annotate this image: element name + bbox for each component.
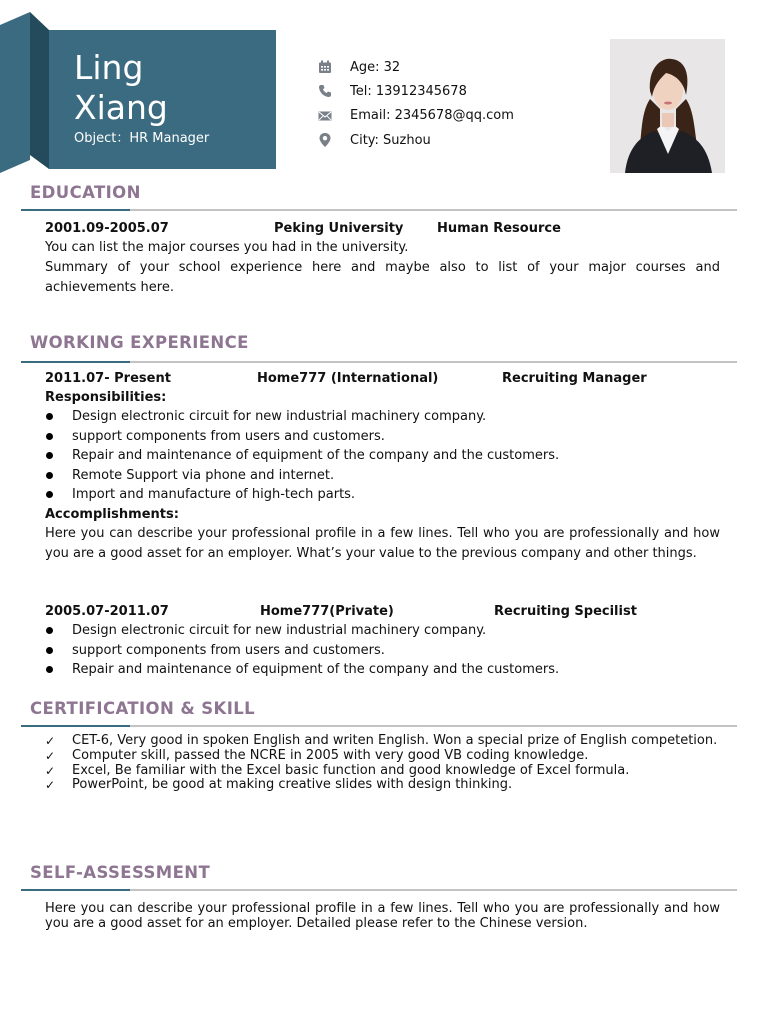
phone-icon <box>316 83 334 99</box>
list-item: ✓ CET-6, Very good in spoken English and writen English. Won a special prize of English competetion. <box>45 733 718 748</box>
skills-list <box>45 734 720 793</box>
info-email-text: Email: 2345678@qq.com <box>350 108 514 124</box>
education-school: Peking University <box>274 221 404 236</box>
section-rule <box>21 725 737 729</box>
list-item: Repair and maintenance of equipment of the company and the customers. <box>45 446 720 466</box>
list-item: support components from users and customers. <box>45 427 720 447</box>
section-rule <box>21 209 737 213</box>
list-item: Import and manufacture of high-tech parts. <box>45 485 720 505</box>
education-date: 2001.09-2005.07 <box>45 221 169 236</box>
info-age-text: Age: 32 <box>350 59 401 75</box>
mail-icon <box>316 108 334 124</box>
profile-photo <box>610 39 725 173</box>
info-age <box>316 55 514 79</box>
section-title-experience: WORKING EXPERIENCE <box>30 333 249 352</box>
list-item: Design electronic circuit for new industrial machinery company. <box>45 407 720 427</box>
list-item: ✓ Excel, Be familiar with the Excel basic function and good knowledge of Excel formula. <box>45 762 630 778</box>
job1-accomplishments-label: Accomplishments: <box>45 507 179 522</box>
job1-company: Home777 (International) <box>257 371 439 386</box>
job1-accomplishments: Here you can describe your professional profile in a few lines. Tell who you are professionally and how you are a good asset for an employer. What’s your value to the previous company and other things. <box>45 526 720 561</box>
section-rule <box>21 889 737 893</box>
objective: Object：HR Manager <box>74 131 210 146</box>
education-major: Human Resource <box>437 221 561 236</box>
job2-date: 2005.07-2011.07 <box>45 604 169 619</box>
location-pin-icon <box>316 132 334 148</box>
self-assessment-text: Here you can describe your professional profile in a few lines. Tell who you are professionally and how you are a good asset for an employer. Detailed please refer to the Chinese version. <box>45 901 720 931</box>
checkmark-icon: ✓ <box>45 763 56 778</box>
job2-responsibilities <box>45 621 720 680</box>
name-last: Xiang <box>74 88 168 127</box>
education-summary: Summary of your school experience here and maybe also to list of your major courses and achievements here. <box>45 260 720 295</box>
job2-role: Recruiting Specilist <box>494 604 637 619</box>
job1-responsibilities <box>45 407 720 505</box>
job2-company: Home777(Private) <box>260 604 394 619</box>
list-item: Design electronic circuit for new industrial machinery company. <box>45 621 720 641</box>
list-item: Repair and maintenance of equipment of the company and the customers. <box>45 660 720 680</box>
section-title-assessment: SELF-ASSESSMENT <box>30 863 211 882</box>
education-courses: You can list the major courses you had in the university. <box>45 240 409 255</box>
checkmark-icon: ✓ <box>45 748 56 763</box>
info-city-text: City: Suzhou <box>350 132 431 148</box>
calendar-icon <box>316 59 334 75</box>
job1-responsibilities-label: Responsibilities: <box>45 390 167 405</box>
info-email <box>316 104 514 128</box>
job1-date: 2011.07- Present <box>45 371 171 386</box>
name-first: Ling <box>74 48 144 87</box>
list-item: Remote Support via phone and internet. <box>45 466 720 486</box>
section-rule <box>21 361 737 365</box>
job1-role: Recruiting Manager <box>502 371 647 386</box>
contact-info <box>316 55 514 152</box>
section-title-skills: CERTIFICATION & SKILL <box>30 699 256 718</box>
section-title-education: EDUCATION <box>30 183 141 202</box>
list-item: ✓ Computer skill, passed the NCRE in 2005 with very good VB coding knowledge. <box>45 747 589 763</box>
info-city <box>316 128 514 152</box>
info-tel-text: Tel: 13912345678 <box>350 83 467 99</box>
list-item: support components from users and customers. <box>45 641 720 661</box>
info-tel <box>316 79 514 103</box>
list-item: ✓ PowerPoint, be good at making creative slides with design thinking. <box>45 777 513 793</box>
checkmark-icon: ✓ <box>45 734 56 748</box>
checkmark-icon: ✓ <box>45 778 56 793</box>
candidate-name <box>74 48 168 128</box>
